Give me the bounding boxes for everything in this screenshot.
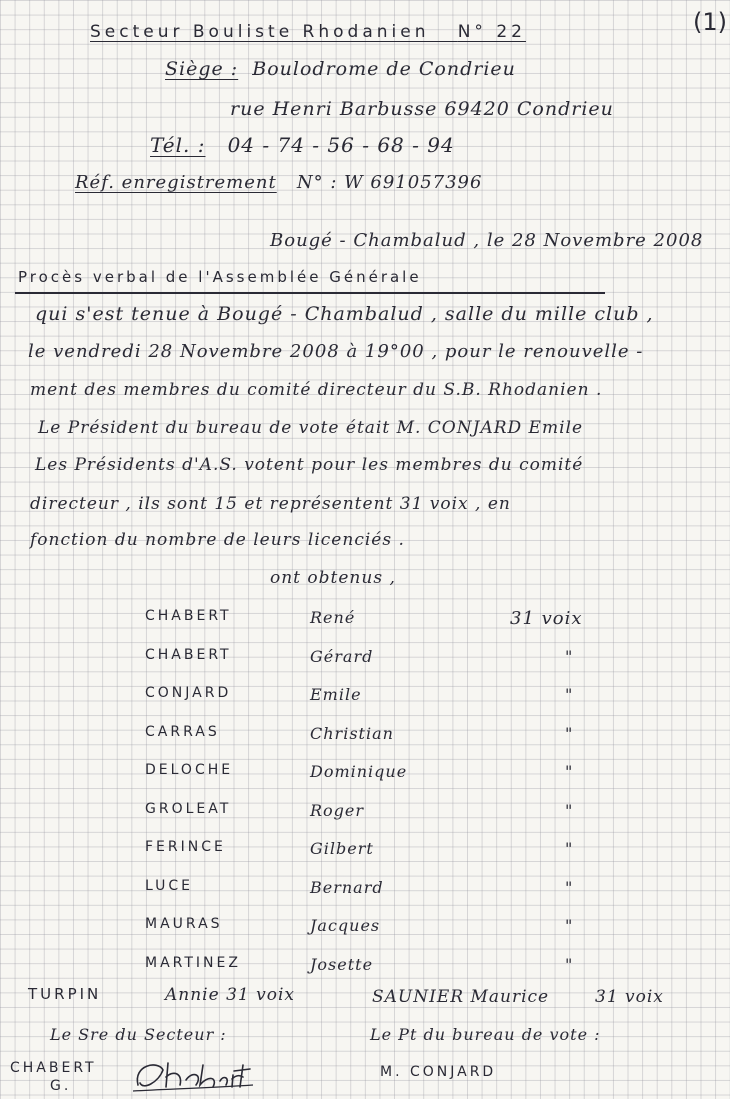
body-line: Le Président du bureau de vote était M. CONJARD Emile [38, 418, 584, 438]
secretary-initial: G. [50, 1078, 72, 1094]
candidate-last-name: DELOCHE [145, 762, 234, 778]
body-line: ment des membres du comité directeur du S.B. Rhodanien . [30, 380, 603, 400]
body-line: fonction du nombre de leurs licenciés . [30, 530, 405, 550]
candidate-first-name: Gilbert [310, 839, 374, 858]
president-label: Le Pt du bureau de vote : [370, 1025, 601, 1044]
candidate-votes: " [565, 916, 574, 935]
turpin-first-votes: Annie 31 voix [165, 985, 295, 1005]
handwritten-signature [128, 1055, 258, 1095]
secretary-name: CHABERT [10, 1060, 97, 1076]
candidate-votes: " [565, 762, 574, 781]
body-line: qui s'est tenue à Bougé - Chambalud , salle du mille club , [35, 303, 654, 325]
candidate-first-name: Jacques [310, 916, 381, 935]
candidate-votes: " [565, 685, 574, 704]
siege-line: Siège : Boulodrome de Condrieu [165, 58, 516, 80]
body-line: le vendredi 28 Novembre 2008 à 19°00 , pour le renouvelle - [28, 341, 644, 362]
candidate-votes: " [565, 954, 574, 974]
body-line: Les Présidents d'A.S. votent pour les membres du comité [35, 455, 584, 475]
pv-title: Procès verbal de l'Assemblée Générale [18, 268, 422, 286]
org-title: Secteur Bouliste Rhodanien N° 22 [90, 22, 526, 42]
candidate-last-name: FERINCE [145, 839, 226, 855]
candidate-last-name: LUCE [145, 877, 193, 894]
body-line: directeur , ils sont 15 et représentent 31 voix , en [30, 494, 511, 514]
candidate-last-name: MARTINEZ [145, 954, 241, 971]
candidate-last-name: CONJARD [145, 685, 232, 701]
address-line: rue Henri Barbusse 69420 Condrieu [230, 98, 614, 120]
candidate-votes: " [565, 800, 574, 820]
candidate-last-name: CHABERT [145, 646, 232, 663]
candidate-votes: 31 voix [510, 608, 583, 629]
candidate-votes: " [565, 646, 574, 666]
candidate-last-name: CHABERT [145, 608, 232, 624]
obtenus-label: ont obtenus , [270, 568, 396, 588]
candidate-first-name: Bernard [310, 877, 384, 897]
candidate-first-name: Emile [310, 685, 362, 704]
candidate-votes: " [565, 877, 574, 897]
candidate-last-name: GROLEAT [145, 800, 232, 817]
tel-line: Tél. : 04 - 74 - 56 - 68 - 94 [150, 133, 455, 157]
title-underline [15, 292, 605, 294]
candidate-votes: " [565, 723, 574, 743]
candidate-first-name: Josette [310, 954, 374, 974]
candidate-last-name: MAURAS [145, 916, 223, 932]
secretary-label: Le Sre du Secteur : [50, 1025, 227, 1044]
candidate-votes: " [565, 839, 574, 858]
saunier-name: SAUNIER Maurice [372, 987, 550, 1007]
ref-line: Réf. enregistrement N° : W 691057396 [75, 172, 483, 193]
date-line: Bougé - Chambalud , le 28 Novembre 2008 [270, 230, 704, 251]
page-number: (1) [693, 8, 727, 36]
candidate-first-name: Dominique [310, 762, 408, 781]
candidate-first-name: Gérard [310, 646, 374, 666]
candidate-first-name: Christian [310, 723, 394, 743]
president-name: M. CONJARD [380, 1064, 497, 1080]
candidate-first-name: René [310, 608, 356, 627]
candidate-last-name: CARRAS [145, 723, 220, 740]
candidate-first-name: Roger [310, 800, 365, 820]
saunier-votes: 31 voix [595, 987, 664, 1007]
turpin-last: TURPIN [28, 985, 102, 1003]
